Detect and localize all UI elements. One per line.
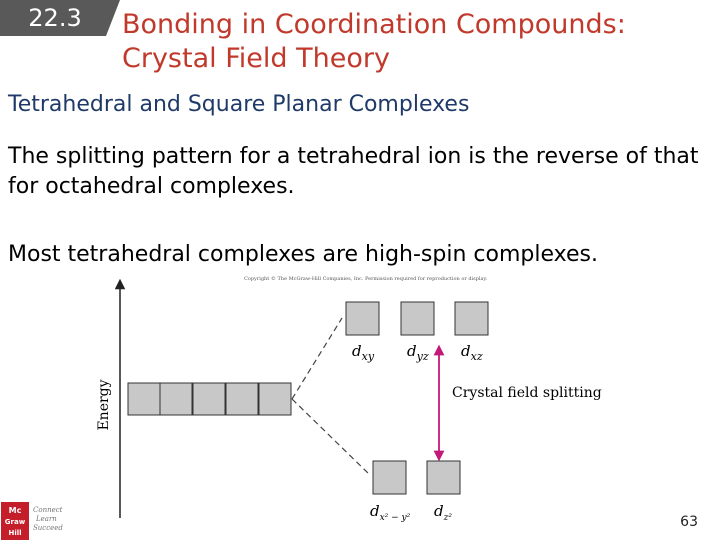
svg-text:Learn: Learn	[36, 515, 57, 523]
tetrahedral-splitting-diagram	[0, 270, 720, 540]
energy-axis-label: Energy	[96, 379, 112, 431]
label-dx2-y2: $d_{x^2 - y^2}$	[370, 502, 411, 523]
label-dxy: $d_{xy}$	[352, 342, 375, 363]
section-number-tab	[0, 0, 106, 36]
orbital-box	[193, 383, 225, 415]
orbital-box	[128, 383, 160, 415]
lower-orbital-set	[373, 461, 460, 494]
section-number: 22.3	[28, 4, 82, 32]
label-dxz: $d_{xz}$	[461, 342, 483, 363]
mcgraw-hill-logo	[0, 500, 72, 540]
svg-text:Connect: Connect	[33, 506, 63, 514]
orbital-box-dz2	[427, 461, 460, 494]
crystal-field-splitting-label: Crystal field splitting	[452, 385, 602, 401]
orbital-box	[226, 383, 258, 415]
paragraph-high-spin: Most tetrahedral complexes are high-spin complexes.	[8, 242, 598, 267]
slide-number: 63	[680, 514, 698, 530]
orbital-box-dxy	[346, 302, 379, 335]
orbital-box-dxz	[455, 302, 488, 335]
svg-text:Hill: Hill	[8, 529, 22, 537]
correlation-line-upper	[292, 318, 342, 399]
orbital-box-dyz	[401, 302, 434, 335]
copyright-notice: Copyright © The McGraw-Hill Companies, Inc. Permission required for reproduction or display.	[244, 276, 488, 282]
paragraph-reverse-splitting: The splitting pattern for a tetrahedral ion is the reverse of that for octahedral complexes.	[8, 144, 699, 199]
svg-text:Mc: Mc	[8, 506, 22, 515]
svg-text:Succeed: Succeed	[33, 524, 63, 532]
orbital-box	[259, 383, 291, 415]
correlation-line-lower	[292, 399, 370, 475]
svg-text:Graw: Graw	[4, 518, 26, 526]
slide-title: Bonding in Coordination Compounds: Crystal Field Theory	[122, 9, 626, 74]
slide-subtitle: Tetrahedral and Square Planar Complexes	[8, 92, 470, 117]
label-dz2: $d_{z^2}$	[434, 502, 452, 523]
orbital-box-dx2y2	[373, 461, 406, 494]
upper-orbital-set	[346, 302, 488, 335]
label-dyz: $d_{yz}$	[407, 342, 429, 363]
orbital-box	[160, 383, 192, 415]
degenerate-d-orbitals	[128, 383, 291, 415]
